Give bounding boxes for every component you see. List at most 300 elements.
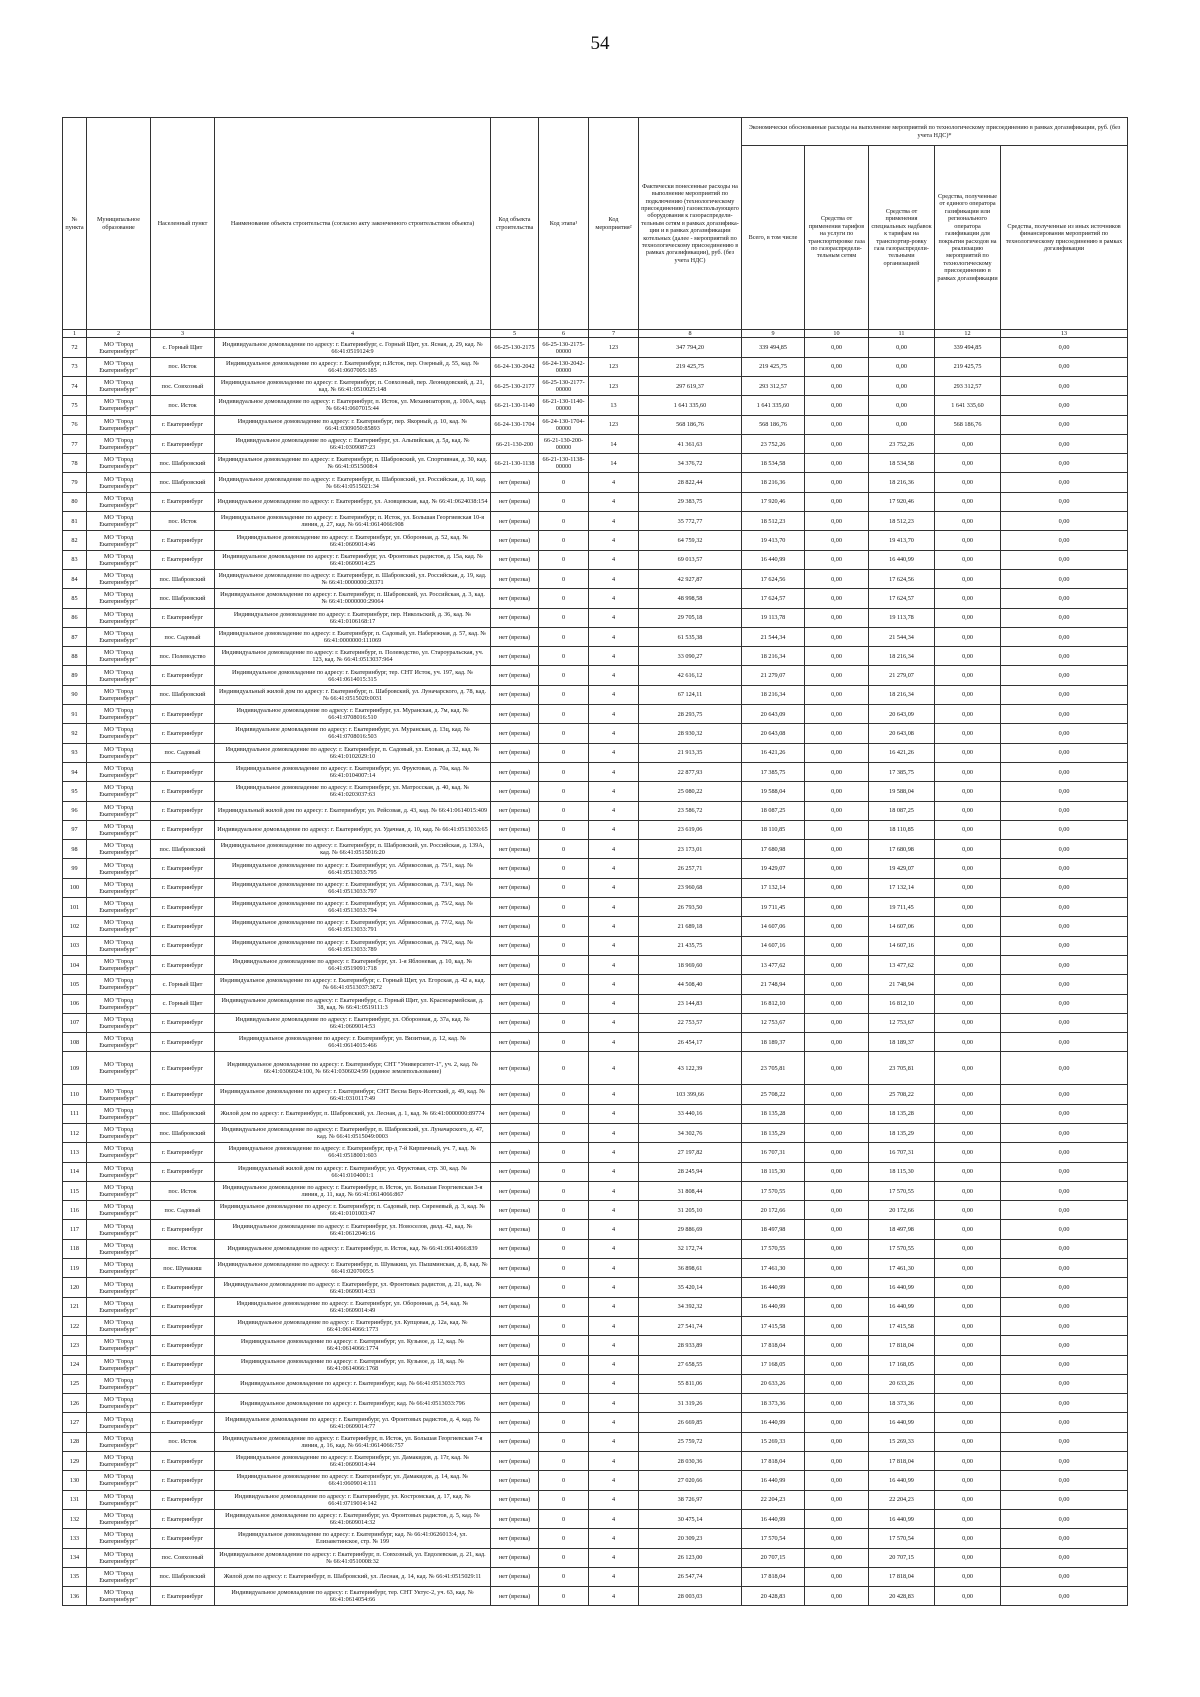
cell-n: 83 — [63, 550, 87, 569]
cell-c12: 0,00 — [935, 1123, 1001, 1142]
table-row — [63, 338, 1128, 357]
cell-c10: 0,00 — [805, 1529, 869, 1548]
cell-c12: 0,00 — [935, 1509, 1001, 1528]
cell-mo: МО "Город Екатеринбург" — [87, 1013, 151, 1032]
cell-n: 103 — [63, 936, 87, 955]
table-row — [63, 840, 1128, 859]
cell-c13: 0,00 — [1001, 917, 1128, 936]
table-row — [63, 1104, 1128, 1123]
column-number: 11 — [869, 330, 935, 338]
cell-object: Индивидуальное домовладение по адресу: г. Екатеринбург, ул. Оборонная, д. 54, кад. № 66:41:0609014:49 — [215, 1297, 491, 1316]
cell-c12: 0,00 — [935, 1201, 1001, 1220]
cell-vsego: 20 643,08 — [742, 724, 805, 743]
cell-kod-obj: нет (врезка) — [491, 1033, 539, 1052]
cell-fact: 28 930,32 — [639, 724, 742, 743]
cell-vsego: 19 588,04 — [742, 782, 805, 801]
cell-n: 100 — [63, 878, 87, 897]
cell-vsego: 17 624,57 — [742, 589, 805, 608]
cell-c12: 0,00 — [935, 647, 1001, 666]
cell-kod-obj: 66-25-130-2175 — [491, 338, 539, 357]
cell-c12: 0,00 — [935, 454, 1001, 473]
cell-kod-obj: нет (врезка) — [491, 801, 539, 820]
cell-c12: 0,00 — [935, 898, 1001, 917]
table-row — [63, 627, 1128, 646]
table-row — [63, 1297, 1128, 1316]
cell-object: Индивидуальное домовладение по адресу: г. Екатеринбург, п.Исток, пер. Озерный, д. 55, кад. № 66:41:0607005:185 — [215, 357, 491, 376]
cell-n: 88 — [63, 647, 87, 666]
cell-kod-obj: нет (врезка) — [491, 724, 539, 743]
cell-c13: 0,00 — [1001, 1509, 1128, 1528]
cell-kod-mer: 4 — [589, 666, 639, 685]
table-row — [63, 396, 1128, 415]
cell-c12: 0,00 — [935, 705, 1001, 724]
cell-c13: 0,00 — [1001, 434, 1128, 453]
cell-kod-obj: нет (врезка) — [491, 705, 539, 724]
cell-c13: 0,00 — [1001, 338, 1128, 357]
cell-kod-mer: 4 — [589, 1432, 639, 1451]
cell-fact: 23 144,83 — [639, 994, 742, 1013]
table-row — [63, 512, 1128, 531]
cell-kod-mer: 123 — [589, 357, 639, 376]
cell-fact: 31 808,44 — [639, 1181, 742, 1200]
column-number: 5 — [491, 330, 539, 338]
cell-c11: 18 216,34 — [869, 647, 935, 666]
cell-np: г. Екатеринбург — [151, 1220, 215, 1239]
cell-vsego: 14 607,16 — [742, 936, 805, 955]
table-row — [63, 1529, 1128, 1548]
cell-fact: 297 619,37 — [639, 377, 742, 396]
cell-kod-obj: нет (врезка) — [491, 589, 539, 608]
cell-np: пос. Шабровский — [151, 840, 215, 859]
cell-kod-etapa: 0 — [539, 1104, 589, 1123]
cell-kod-etapa: 0 — [539, 762, 589, 781]
cell-c10: 0,00 — [805, 512, 869, 531]
cell-c12: 0,00 — [935, 1013, 1001, 1032]
cell-c12: 293 312,57 — [935, 377, 1001, 396]
cell-n: 123 — [63, 1336, 87, 1355]
cell-fact: 42 616,12 — [639, 666, 742, 685]
cell-kod-etapa: 0 — [539, 1201, 589, 1220]
table-row — [63, 454, 1128, 473]
cell-object: Индивидуальное домовладение по адресу: г. Екатеринбург, кад. № 66:41:0513033:796 — [215, 1394, 491, 1413]
cell-mo: МО "Город Екатеринбург" — [87, 917, 151, 936]
cell-kod-etapa: 0 — [539, 1316, 589, 1335]
cell-c11: 16 440,99 — [869, 1413, 935, 1432]
cell-kod-obj: нет (врезка) — [491, 666, 539, 685]
cell-kod-mer: 4 — [589, 1220, 639, 1239]
cell-c10: 0,00 — [805, 1143, 869, 1162]
cell-c10: 0,00 — [805, 936, 869, 955]
cell-c11: 17 818,04 — [869, 1452, 935, 1471]
cell-kod-etapa: 0 — [539, 820, 589, 839]
cell-fact: 30 475,14 — [639, 1509, 742, 1528]
cell-c12: 0,00 — [935, 743, 1001, 762]
cell-vsego: 18 135,28 — [742, 1104, 805, 1123]
cell-np: г. Екатеринбург — [151, 859, 215, 878]
cell-n: 115 — [63, 1181, 87, 1200]
cell-vsego: 12 753,67 — [742, 1013, 805, 1032]
cell-kod-obj: нет (врезка) — [491, 1201, 539, 1220]
cell-np: пос. Шабровский — [151, 685, 215, 704]
cell-c12: 219 425,75 — [935, 357, 1001, 376]
cell-kod-mer: 4 — [589, 878, 639, 897]
cell-kod-etapa: 0 — [539, 840, 589, 859]
cell-mo: МО "Город Екатеринбург" — [87, 1374, 151, 1393]
table-row — [63, 975, 1128, 994]
header-fact: Фактически понесенные расходы на выполнение мероприятий по подключению (технологическому присоединению) газоиспользующего оборудования к газораспредели-тельным сетям в рамках догазифика-ции и в рамках догазификации котельных (далее - мероприятий по технологическому присоединению в рамках догазификации), руб. (без учета НДС) — [639, 118, 742, 330]
cell-kod-obj: нет (врезка) — [491, 840, 539, 859]
cell-np: г. Екатеринбург — [151, 434, 215, 453]
cell-np: пос. Шабровский — [151, 1567, 215, 1586]
cell-vsego: 16 440,99 — [742, 1471, 805, 1490]
cell-fact: 27 658,55 — [639, 1355, 742, 1374]
cell-kod-obj: нет (врезка) — [491, 898, 539, 917]
cell-c11: 18 087,25 — [869, 801, 935, 820]
cell-c10: 0,00 — [805, 1013, 869, 1032]
cell-c11: 21 279,07 — [869, 666, 935, 685]
cell-c11: 20 172,66 — [869, 1201, 935, 1220]
cell-c13: 0,00 — [1001, 820, 1128, 839]
cell-c13: 0,00 — [1001, 627, 1128, 646]
cell-vsego: 14 607,06 — [742, 917, 805, 936]
cell-kod-etapa: 0 — [539, 1432, 589, 1451]
cell-kod-etapa: 0 — [539, 955, 589, 974]
cell-np: пос. Исток — [151, 1432, 215, 1451]
cell-fact: 67 124,11 — [639, 685, 742, 704]
cell-kod-etapa: 0 — [539, 859, 589, 878]
cell-vsego: 17 624,56 — [742, 569, 805, 588]
cell-c10: 0,00 — [805, 1490, 869, 1509]
cell-kod-mer: 4 — [589, 1374, 639, 1393]
cell-mo: МО "Город Екатеринбург" — [87, 357, 151, 376]
cell-object: Индивидуальное домовладение по адресу: г. Екатеринбург, ул. Дамакидов, д. 14, кад. № 66:41:0609014:111 — [215, 1471, 491, 1490]
cell-c11: 18 534,58 — [869, 454, 935, 473]
cell-kod-obj: нет (врезка) — [491, 878, 539, 897]
cell-kod-obj: 66-21-130-200 — [491, 434, 539, 453]
cell-np: г. Екатеринбург — [151, 1143, 215, 1162]
cell-kod-etapa: 0 — [539, 627, 589, 646]
cell-vsego: 18 087,25 — [742, 801, 805, 820]
cell-c11: 19 588,04 — [869, 782, 935, 801]
cell-object: Индивидуальное домовладение по адресу: г. Екатеринбург, тер. СНТ Уктус-2, уч. 63, кад. № 66:41:0614054:66 — [215, 1587, 491, 1606]
cell-mo: МО "Город Екатеринбург" — [87, 1509, 151, 1528]
cell-c10: 0,00 — [805, 1548, 869, 1567]
cell-c13: 0,00 — [1001, 1143, 1128, 1162]
cell-c13: 0,00 — [1001, 762, 1128, 781]
cell-kod-obj: нет (врезка) — [491, 647, 539, 666]
cell-kod-mer: 4 — [589, 1529, 639, 1548]
cell-mo: МО "Город Екатеринбург" — [87, 627, 151, 646]
table-row — [63, 1490, 1128, 1509]
cell-np: г. Екатеринбург — [151, 531, 215, 550]
cell-kod-etapa: 0 — [539, 473, 589, 492]
cell-kod-etapa: 0 — [539, 936, 589, 955]
table-row — [63, 859, 1128, 878]
cell-kod-mer: 4 — [589, 1336, 639, 1355]
cell-c12: 0,00 — [935, 917, 1001, 936]
cell-n: 133 — [63, 1529, 87, 1548]
cell-mo: МО "Город Екатеринбург" — [87, 1316, 151, 1335]
cell-kod-obj: нет (врезка) — [491, 1123, 539, 1142]
cell-c11: 23 752,26 — [869, 434, 935, 453]
cell-kod-mer: 4 — [589, 705, 639, 724]
cell-kod-mer: 4 — [589, 1239, 639, 1258]
table-row — [63, 415, 1128, 434]
cell-c11: 12 753,67 — [869, 1013, 935, 1032]
cell-kod-obj: нет (врезка) — [491, 512, 539, 531]
cell-c10: 0,00 — [805, 415, 869, 434]
cell-np: г. Екатеринбург — [151, 1490, 215, 1509]
cell-n: 124 — [63, 1355, 87, 1374]
cell-vsego: 20 643,09 — [742, 705, 805, 724]
cell-fact: 26 454,17 — [639, 1033, 742, 1052]
cell-c10: 0,00 — [805, 1355, 869, 1374]
cell-object: Индивидуальное домовладение по адресу: г. Екатеринбург, ул. Абрикосовая, д. 73/1, кад. № 66:41:0513033:797 — [215, 878, 491, 897]
cell-vsego: 25 708,22 — [742, 1085, 805, 1104]
cell-vsego: 17 385,75 — [742, 762, 805, 781]
cell-n: 119 — [63, 1259, 87, 1278]
cell-mo: МО "Город Екатеринбург" — [87, 685, 151, 704]
cell-mo: МО "Город Екатеринбург" — [87, 1239, 151, 1258]
cell-kod-etapa: 0 — [539, 801, 589, 820]
cell-c13: 0,00 — [1001, 1355, 1128, 1374]
cell-kod-etapa: 0 — [539, 782, 589, 801]
cell-object: Жилой дом по адресу: г. Екатеринбург, п. Шабровский, ул. Лесная, д. 14, кад. № 66:41:0515029:11 — [215, 1567, 491, 1586]
cell-object: Индивидуальное домовладение по адресу: г. Екатеринбург, п. Исток, ул. Большая Георгиевская 3-я линия, д. 11, кад. № 66:41:0614066:867 — [215, 1181, 491, 1200]
column-number: 7 — [589, 330, 639, 338]
cell-kod-mer: 14 — [589, 434, 639, 453]
cell-kod-etapa: 0 — [539, 512, 589, 531]
cell-c13: 0,00 — [1001, 1162, 1128, 1181]
cell-c12: 0,00 — [935, 1278, 1001, 1297]
cell-c13: 0,00 — [1001, 569, 1128, 588]
cell-object: Индивидуальное домовладение по адресу: г. Екатеринбург, ул. Костромская, д. 17, кад. № 66:41:0719014:142 — [215, 1490, 491, 1509]
cell-mo: МО "Город Екатеринбург" — [87, 1432, 151, 1451]
cell-c11: 17 570,54 — [869, 1529, 935, 1548]
cell-n: 107 — [63, 1013, 87, 1032]
cell-fact: 28 293,75 — [639, 705, 742, 724]
cell-mo: МО "Город Екатеринбург" — [87, 1033, 151, 1052]
cell-object: Индивидуальное домовладение по адресу: г. Екатеринбург, п. Садовый, пер. Сиреневый, д. 3, кад. № 66:41:0101003:47 — [215, 1201, 491, 1220]
cell-kod-obj: нет (врезка) — [491, 492, 539, 511]
cell-kod-obj: нет (врезка) — [491, 1181, 539, 1200]
cell-vsego: 23 705,81 — [742, 1052, 805, 1085]
cell-fact: 25 759,72 — [639, 1432, 742, 1451]
cell-c12: 0,00 — [935, 955, 1001, 974]
cell-c13: 0,00 — [1001, 1374, 1128, 1393]
cell-np: пос. Полеводство — [151, 647, 215, 666]
cell-fact: 568 186,76 — [639, 415, 742, 434]
cell-mo: МО "Город Екатеринбург" — [87, 1452, 151, 1471]
cell-n: 97 — [63, 820, 87, 839]
cell-c11: 16 421,26 — [869, 743, 935, 762]
cell-kod-mer: 4 — [589, 975, 639, 994]
table-row — [63, 1374, 1128, 1393]
cell-c13: 0,00 — [1001, 396, 1128, 415]
cell-kod-obj: нет (врезка) — [491, 1452, 539, 1471]
cell-c12: 0,00 — [935, 512, 1001, 531]
cell-mo: МО "Город Екатеринбург" — [87, 1394, 151, 1413]
cell-mo: МО "Город Екатеринбург" — [87, 569, 151, 588]
cell-c13: 0,00 — [1001, 994, 1128, 1013]
cell-np: г. Екатеринбург — [151, 955, 215, 974]
table-row — [63, 1143, 1128, 1162]
cell-mo: МО "Город Екатеринбург" — [87, 801, 151, 820]
cell-fact: 28 245,94 — [639, 1162, 742, 1181]
cell-object: Индивидуальное домовладение по адресу: г. Екатеринбург, пр-д 7-й Кирпичный, уч. 7, кад. № 66:41:0518001:603 — [215, 1143, 491, 1162]
cell-c13: 0,00 — [1001, 1201, 1128, 1220]
cell-c12: 0,00 — [935, 975, 1001, 994]
cell-kod-mer: 4 — [589, 1123, 639, 1142]
cell-mo: МО "Город Екатеринбург" — [87, 1123, 151, 1142]
cell-c10: 0,00 — [805, 878, 869, 897]
cell-c10: 0,00 — [805, 1033, 869, 1052]
table-row — [63, 569, 1128, 588]
cell-fact: 55 811,06 — [639, 1374, 742, 1393]
cell-kod-obj: нет (врезка) — [491, 1471, 539, 1490]
header-c12: Средства, полученные от единого оператора газификации или регионального оператора газификации для покрытия расходов на реализацию мероприятий по технологическому присоединению в рамках догазификации — [935, 146, 1001, 330]
cell-n: 131 — [63, 1490, 87, 1509]
cell-c11: 17 570,55 — [869, 1239, 935, 1258]
cell-fact: 42 927,87 — [639, 569, 742, 588]
cell-mo: МО "Город Екатеринбург" — [87, 936, 151, 955]
table-row — [63, 357, 1128, 376]
cell-kod-obj: нет (врезка) — [491, 994, 539, 1013]
cell-kod-obj: нет (врезка) — [491, 473, 539, 492]
cell-c10: 0,00 — [805, 377, 869, 396]
cell-c13: 0,00 — [1001, 1104, 1128, 1123]
cell-c11: 17 818,04 — [869, 1336, 935, 1355]
cell-n: 117 — [63, 1220, 87, 1239]
cell-kod-obj: нет (врезка) — [491, 1052, 539, 1085]
table-row — [63, 1355, 1128, 1374]
cell-vsego: 19 113,78 — [742, 608, 805, 627]
cell-c11: 21 544,34 — [869, 627, 935, 646]
cell-n: 76 — [63, 415, 87, 434]
cell-c13: 0,00 — [1001, 473, 1128, 492]
cell-c13: 0,00 — [1001, 666, 1128, 685]
cell-c13: 0,00 — [1001, 357, 1128, 376]
cell-c13: 0,00 — [1001, 608, 1128, 627]
cell-fact: 28 933,89 — [639, 1336, 742, 1355]
table-row — [63, 1587, 1128, 1606]
cell-c12: 0,00 — [935, 1374, 1001, 1393]
cell-c12: 0,00 — [935, 859, 1001, 878]
cell-c11: 13 477,62 — [869, 955, 935, 974]
cell-fact: 22 753,57 — [639, 1013, 742, 1032]
cell-np: пос. Шувакиш — [151, 1259, 215, 1278]
table-row — [63, 936, 1128, 955]
cell-c13: 0,00 — [1001, 1033, 1128, 1052]
cell-kod-etapa: 0 — [539, 1529, 589, 1548]
cell-c13: 0,00 — [1001, 782, 1128, 801]
cell-n: 113 — [63, 1143, 87, 1162]
cell-c13: 0,00 — [1001, 1548, 1128, 1567]
table-row — [63, 550, 1128, 569]
cell-mo: МО "Город Екатеринбург" — [87, 492, 151, 511]
cell-np: г. Екатеринбург — [151, 1033, 215, 1052]
cell-c10: 0,00 — [805, 1123, 869, 1142]
cell-c10: 0,00 — [805, 454, 869, 473]
cell-n: 87 — [63, 627, 87, 646]
cell-c13: 0,00 — [1001, 1587, 1128, 1606]
cell-c10: 0,00 — [805, 434, 869, 453]
cell-c10: 0,00 — [805, 705, 869, 724]
cell-np: пос. Исток — [151, 1239, 215, 1258]
cell-np: г. Екатеринбург — [151, 898, 215, 917]
cell-mo: МО "Город Екатеринбург" — [87, 377, 151, 396]
cell-n: 99 — [63, 859, 87, 878]
cell-object: Индивидуальное домовладение по адресу: г. Екатеринбург, кад. № 66:41:0626013:4, ул. Елизаветинское, стр. № 199 — [215, 1529, 491, 1548]
cell-kod-obj: нет (врезка) — [491, 1490, 539, 1509]
cell-kod-mer: 4 — [589, 647, 639, 666]
cell-kod-etapa: 0 — [539, 1548, 589, 1567]
cell-kod-obj: нет (врезка) — [491, 1297, 539, 1316]
cell-vsego: 20 428,83 — [742, 1587, 805, 1606]
cell-c13: 0,00 — [1001, 1452, 1128, 1471]
cell-n: 74 — [63, 377, 87, 396]
table-row — [63, 377, 1128, 396]
gasification-costs-table — [62, 117, 1128, 1606]
cell-c10: 0,00 — [805, 1104, 869, 1123]
cell-vsego: 17 570,55 — [742, 1181, 805, 1200]
cell-c13: 0,00 — [1001, 377, 1128, 396]
cell-fact: 21 689,18 — [639, 917, 742, 936]
cell-kod-mer: 123 — [589, 377, 639, 396]
cell-c12: 0,00 — [935, 685, 1001, 704]
cell-c11: 0,00 — [869, 396, 935, 415]
cell-c10: 0,00 — [805, 1413, 869, 1432]
cell-kod-mer: 4 — [589, 1548, 639, 1567]
cell-c13: 0,00 — [1001, 531, 1128, 550]
cell-kod-etapa: 0 — [539, 1394, 589, 1413]
cell-object: Индивидуальное домовладение по адресу: г. Екатеринбург, ул. Визитная, д. 12, кад. № 66:41:0614015:466 — [215, 1033, 491, 1052]
cell-kod-mer: 4 — [589, 762, 639, 781]
cell-vsego: 16 421,26 — [742, 743, 805, 762]
table-row — [63, 473, 1128, 492]
cell-kod-etapa: 0 — [539, 917, 589, 936]
cell-kod-etapa: 0 — [539, 705, 589, 724]
cell-c13: 0,00 — [1001, 1013, 1128, 1032]
cell-c12: 0,00 — [935, 1355, 1001, 1374]
cell-kod-etapa: 0 — [539, 743, 589, 762]
cell-kod-etapa: 0 — [539, 1509, 589, 1528]
cell-object: Индивидуальное домовладение по адресу: г. Екатеринбург, п. Исток, ул. Большая Георгиевская 7-я линия, д. 16, кад. № 66:41:0614066:757 — [215, 1432, 491, 1451]
cell-c12: 0,00 — [935, 724, 1001, 743]
cell-kod-etapa: 0 — [539, 1033, 589, 1052]
cell-c12: 0,00 — [935, 1548, 1001, 1567]
cell-c12: 0,00 — [935, 1104, 1001, 1123]
cell-np: г. Екатеринбург — [151, 1374, 215, 1393]
cell-n: 92 — [63, 724, 87, 743]
cell-fact: 33 090,27 — [639, 647, 742, 666]
cell-object: Индивидуальное домовладение по адресу: г. Екатеринбург, п. Исток, ул. Механизаторов, д. 100А, кад. № 66:41:0607015:44 — [215, 396, 491, 415]
cell-c11: 19 113,78 — [869, 608, 935, 627]
cell-kod-mer: 4 — [589, 1490, 639, 1509]
cell-fact: 26 123,00 — [639, 1548, 742, 1567]
cell-c12: 0,00 — [935, 550, 1001, 569]
cell-kod-mer: 4 — [589, 627, 639, 646]
cell-fact: 347 794,20 — [639, 338, 742, 357]
cell-c12: 0,00 — [935, 1085, 1001, 1104]
cell-kod-mer: 123 — [589, 415, 639, 434]
table-row — [63, 685, 1128, 704]
cell-vsego: 18 497,98 — [742, 1220, 805, 1239]
cell-np: г. Екатеринбург — [151, 782, 215, 801]
cell-c12: 0,00 — [935, 1394, 1001, 1413]
cell-fact: 20 309,23 — [639, 1529, 742, 1548]
cell-object: Индивидуальное домовладение по адресу: г. Екатеринбург, ул. Кузьвое, д. 18, кад. № 66:41:0614066:1768 — [215, 1355, 491, 1374]
